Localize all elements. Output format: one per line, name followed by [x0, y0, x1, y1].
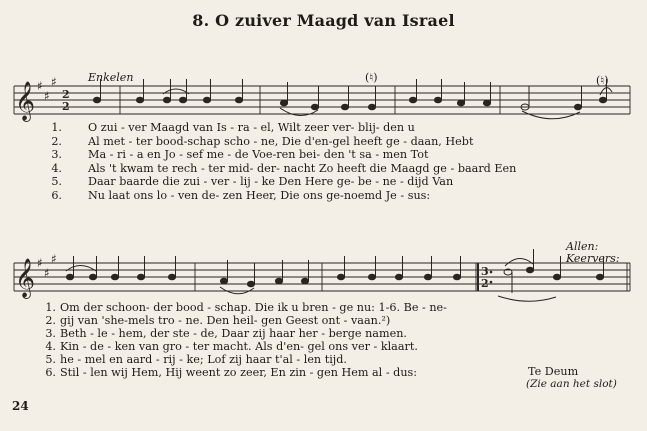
allen-label: Allen: [566, 240, 599, 253]
verse-text: Daar baarde die zui - ver - lij - ke Den Here ge- be - ne - dijd Van [88, 175, 454, 188]
verse-number: 4. [51, 161, 62, 175]
time-signature-2 [481, 265, 489, 290]
verse-text: O zui - ver Maagd van Is - ra - el, Wilt zeer ver- blij- den u [88, 121, 415, 134]
verse-text: Beth - le - hem, der ste - de, Daar zij haar her - berge namen. [60, 327, 407, 340]
verse-number: 5. [45, 353, 56, 366]
svg-text:♯: ♯ [37, 79, 43, 93]
notes-system-1 [93, 79, 606, 110]
verse-number: 1. [45, 301, 56, 314]
svg-text:2: 2 [481, 277, 489, 290]
svg-text:2: 2 [62, 100, 70, 113]
staff-system-1 [14, 86, 630, 114]
verse-number: 6. [51, 188, 62, 202]
verse-number: 5. [51, 175, 62, 188]
verse-number: 3. [51, 148, 62, 161]
verse-number: 2. [45, 314, 56, 327]
keervers-label: Keervers: [566, 252, 620, 265]
svg-text:2: 2 [62, 88, 70, 101]
verse-text: Stil - len wij Hem, Hij weent zo zeer, En zin - gen Hem al - dus: [60, 366, 418, 379]
verse-number: 3. [45, 327, 56, 340]
te-deum-note: (Zie aan het slot) [526, 378, 617, 390]
verse-number: 1. [51, 121, 62, 134]
notes-system-2 [66, 249, 603, 293]
optional-natural-mark-1: (♮) [365, 71, 378, 84]
svg-text:3: 3 [481, 265, 489, 278]
optional-natural-mark-2: (♮) [596, 74, 609, 87]
svg-text:♯: ♯ [51, 252, 57, 266]
song-title: 8. O zuiver Maagd van Israel [192, 11, 455, 30]
key-signature-1 [37, 75, 57, 103]
tempo-marking: Enkelen [88, 71, 134, 84]
verse-text: Kin - de - ken van gro - ter macht. Als d'en- gel ons ver - klaart. [60, 340, 418, 353]
verse-number: 6. [45, 366, 56, 379]
verse-text: he - mel en aard - rij - ke; Lof zij haar t'al - len tijd. [60, 353, 347, 366]
key-signature-2 [37, 252, 57, 280]
staff-system-2 [14, 263, 630, 291]
svg-text:♯: ♯ [51, 75, 57, 89]
svg-text:♯: ♯ [44, 89, 50, 103]
time-signature-1 [62, 88, 70, 113]
te-deum-label: Te Deum [528, 365, 579, 378]
svg-text:♯: ♯ [44, 266, 50, 280]
verse-text: Al met - ter bood-schap scho - ne, Die d'en-gel heeft ge - daan, Hebt [88, 134, 474, 148]
svg-text:♯: ♯ [37, 256, 43, 270]
verse-text: Om der schoon- der bood - schap. Die ik u bren - ge nu: 1-6. Be - ne- [60, 301, 447, 314]
page-number: 24 [12, 399, 29, 413]
treble-clef-icon: 𝄞 [15, 81, 36, 121]
verse-number: 2. [51, 134, 62, 148]
verse-text: Ma - ri - a en Jo - sef me - de Voe-ren bei- den 't sa - men Tot [88, 148, 429, 161]
verse-number: 4. [45, 340, 56, 353]
treble-clef-icon-2: 𝄞 [15, 258, 36, 298]
verse-text: Als 't kwam te rech - ter mid- der- nacht Zo heeft die Maagd ge - baard Een [88, 161, 517, 175]
verse-text: gij van 'she-mels tro - ne. Den heil- gen Geest ont - vaan.²) [60, 314, 391, 327]
verse-text: Nu laat ons lo - ven de- zen Heer, Die ons ge-noemd Je - sus: [88, 188, 431, 202]
